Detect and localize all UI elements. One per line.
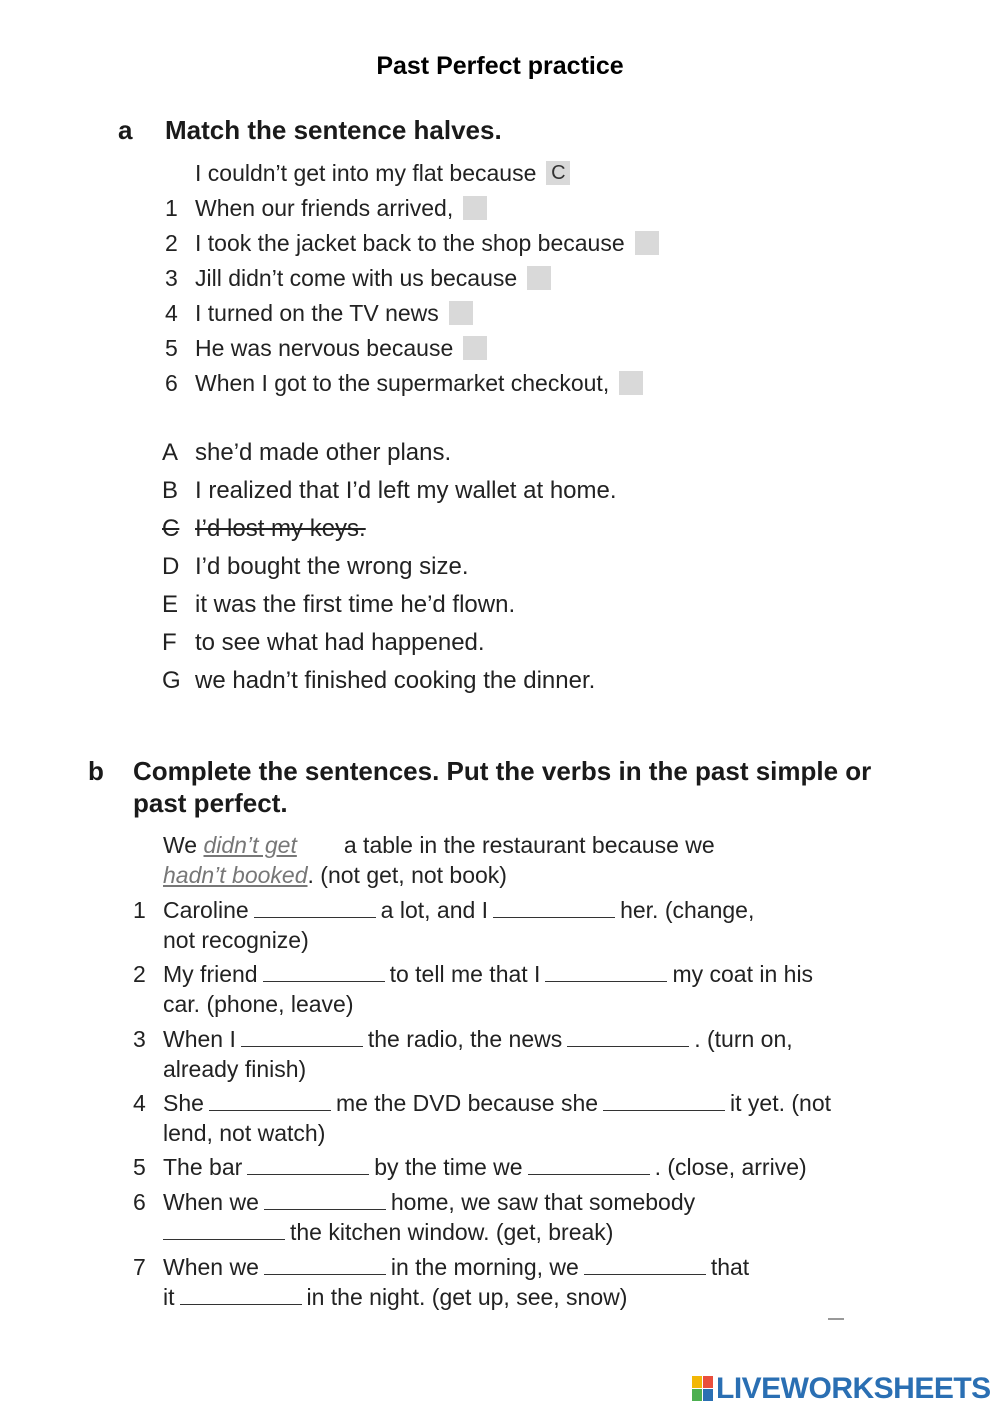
item-number: 6 (165, 370, 178, 396)
ending-letter: B (162, 477, 179, 504)
logo-text: LIVEWORKSHEETS (716, 1372, 991, 1405)
item-number: 3 (165, 265, 178, 291)
section-b-heading-line2: past perfect. (133, 788, 288, 818)
item-number: 2 (133, 961, 146, 987)
fill-text: a lot, and I (380, 897, 489, 923)
fill-text: my coat in his (672, 961, 814, 987)
section-b-heading-line1: Complete the sentences. Put the verbs in the past simple or (133, 756, 872, 786)
fill-item-4-line2: lend, not watch) (163, 1120, 326, 1146)
blank-7c[interactable] (180, 1284, 302, 1305)
fill-text: . (turn on, (694, 1026, 793, 1052)
blank-1a[interactable] (254, 897, 376, 918)
answer-box-4[interactable] (449, 301, 473, 325)
match-item-text: When our friends arrived, (195, 195, 454, 221)
page-title: Past Perfect practice (376, 52, 624, 80)
item-number: 4 (165, 300, 178, 326)
section-b-letter: b (88, 756, 104, 786)
blank-5a[interactable] (247, 1154, 369, 1175)
blank-4a[interactable] (209, 1090, 331, 1111)
fill-text: Caroline (163, 897, 249, 923)
fill-text: When we (163, 1189, 259, 1215)
answer-box-2[interactable] (635, 231, 659, 255)
blank-1b[interactable] (493, 897, 615, 918)
blank-4b[interactable] (603, 1090, 725, 1111)
fill-item-3-line2: already finish) (163, 1056, 307, 1082)
ending-text: I’d bought the wrong size. (195, 553, 469, 580)
fill-example-word: We (163, 832, 198, 858)
ending-text: we hadn’t finished cooking the dinner. (195, 667, 596, 694)
fill-text: . (close, arrive) (654, 1154, 807, 1180)
item-number: 6 (133, 1189, 146, 1215)
fill-text: in the morning, we (390, 1254, 579, 1280)
blank-3a[interactable] (241, 1026, 363, 1047)
fill-text: the kitchen window. (get, break) (290, 1219, 614, 1245)
fill-item-6-line2 (163, 1217, 613, 1247)
item-number: 5 (133, 1154, 146, 1180)
ending-c-crossed-out (162, 514, 372, 544)
fill-text: the radio, the news (367, 1026, 563, 1052)
blank-7a[interactable] (264, 1254, 386, 1275)
ending-letter: G (162, 667, 181, 694)
fill-item-2-line2: car. (phone, leave) (163, 991, 354, 1017)
match-example-text: I couldn’t get into my flat because (195, 160, 537, 186)
item-number: 1 (133, 897, 146, 923)
page-mark (828, 1318, 844, 1320)
liveworksheets-logo (692, 1372, 992, 1408)
fill-text: it (163, 1284, 175, 1310)
blank-3b[interactable] (567, 1026, 689, 1047)
ending-letter: E (162, 591, 179, 618)
answer-box-3[interactable] (527, 266, 551, 290)
ending-text: she’d made other plans. (195, 439, 452, 466)
match-item-text: Jill didn’t come with us because (195, 265, 518, 291)
blank-6b[interactable] (163, 1219, 285, 1240)
item-number: 1 (165, 195, 178, 221)
fill-example-answer-2: hadn’t booked (163, 862, 308, 888)
fill-item-6-line1 (163, 1187, 695, 1217)
fill-example-line1 (163, 830, 715, 860)
match-item-text: He was nervous because (195, 335, 454, 361)
fill-example-hint: . (not get, not book) (307, 862, 507, 888)
fill-text: that (710, 1254, 750, 1280)
blank-5b[interactable] (528, 1154, 650, 1175)
fill-text: it yet. (not (730, 1090, 832, 1116)
match-item-text: When I got to the supermarket checkout, (195, 370, 610, 396)
fill-example-line2 (163, 860, 507, 890)
ending-text: to see what had happened. (195, 629, 485, 656)
blank-2b[interactable] (545, 961, 667, 982)
fill-item-3-line1 (163, 1024, 793, 1054)
item-number: 3 (133, 1026, 146, 1052)
fill-text: in the night. (get up, see, snow) (306, 1284, 628, 1310)
answer-box-1[interactable] (463, 196, 487, 220)
fill-text: her. (change, (620, 897, 755, 923)
item-number: 5 (165, 335, 178, 361)
match-item-text: I turned on the TV news (195, 300, 439, 326)
fill-item-1-line2: not recognize) (163, 927, 309, 953)
item-number: 2 (165, 230, 178, 256)
ending-text: I realized that I’d left my wallet at home. (195, 477, 617, 504)
ending-letter: C (162, 515, 180, 542)
section-a-letter: a (118, 115, 133, 145)
fill-text: When I (163, 1026, 236, 1052)
fill-item-1-line1 (163, 895, 754, 925)
blank-7b[interactable] (584, 1254, 706, 1275)
fill-text: When we (163, 1254, 259, 1280)
item-number: 7 (133, 1254, 146, 1280)
fill-text: by the time we (374, 1154, 523, 1180)
fill-example-answer-1: didn’t get (203, 832, 297, 858)
item-number: 4 (133, 1090, 146, 1116)
ending-letter: F (162, 629, 177, 656)
answer-box-6[interactable] (619, 371, 643, 395)
fill-item-7-line2 (163, 1282, 627, 1312)
fill-example-text: a table in the restaurant because we (343, 832, 715, 858)
match-item-text: I took the jacket back to the shop because (195, 230, 625, 256)
fill-text: home, we saw that somebody (390, 1189, 696, 1215)
fill-item-7-line1 (163, 1252, 749, 1282)
match-example (195, 158, 570, 188)
section-a-heading: Match the sentence halves. (165, 115, 502, 145)
answer-box-example: C (546, 161, 570, 185)
blank-6a[interactable] (264, 1189, 386, 1210)
ending-letter: D (162, 553, 180, 580)
fill-text: to tell me that I (389, 961, 541, 987)
ending-letter: A (162, 439, 179, 466)
fill-item-4-line1 (163, 1088, 831, 1118)
answer-box-5[interactable] (463, 336, 487, 360)
ending-text: I’d lost my keys. (195, 515, 366, 542)
fill-text: me the DVD because she (335, 1090, 599, 1116)
fill-item-5-line1 (163, 1152, 807, 1182)
fill-item-2-line1 (163, 959, 813, 989)
fill-text: She (163, 1090, 204, 1116)
fill-text: My friend (163, 961, 258, 987)
cubes-icon (692, 1376, 714, 1402)
ending-text: it was the first time he’d flown. (195, 591, 516, 618)
fill-text: The bar (163, 1154, 243, 1180)
blank-2a[interactable] (263, 961, 385, 982)
